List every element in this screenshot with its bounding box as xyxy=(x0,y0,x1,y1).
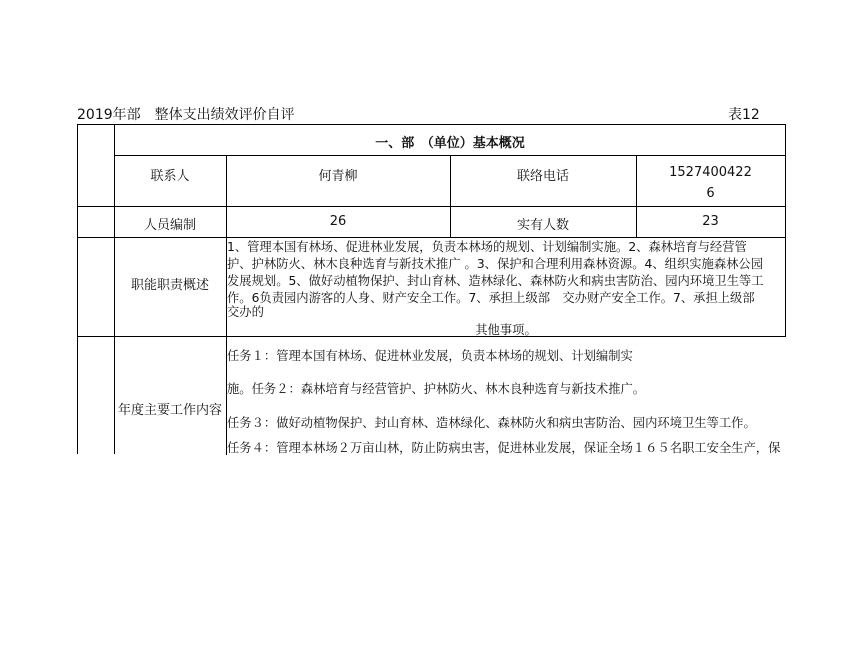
staff-quota-value: 26 xyxy=(329,214,347,229)
actual-staff-value: 23 xyxy=(702,214,719,229)
duty-line: 作。6负责园内游客的人身、财产安全工作。7、承担上级部 交办财产安全工作。7、承担上级部 xyxy=(227,291,755,305)
report-title: 2019年部 整体支出绩效评价自评 xyxy=(77,107,295,123)
phone-number-line2: 6 xyxy=(706,186,715,201)
task-item: 任务１：管理本国有林场、促进林业发展，负责本林场的规划、计划编制实 xyxy=(227,349,633,363)
row-divider xyxy=(77,237,786,238)
staff-quota-label: 人员编制 xyxy=(143,218,196,233)
task-item: 任务３：做好动植物保护、封山育林、造林绿化、森林防火和病虫害防治、园内环境卫生等工作。 xyxy=(227,416,756,430)
phone-label: 联络电话 xyxy=(516,169,569,184)
duty-line: 1、管理本国有林场、促进林业发展，负责本林场的规划、计划编制实施。2、森林培育与经营管 xyxy=(227,240,747,254)
table-number: 表12 xyxy=(728,107,760,123)
table-border-top xyxy=(77,124,786,125)
contact-name: 何青柳 xyxy=(318,169,358,184)
duty-label: 职能职责概述 xyxy=(130,278,209,293)
phone-number-line1: 1527400422 xyxy=(669,165,752,180)
contact-label: 联系人 xyxy=(150,169,190,184)
task-item: 任务４：管理本林场２万亩山林，防止防病虫害，促进林业发展，保证全场１６５名职工安全生产，保 xyxy=(227,441,781,455)
work-content-label: 年度主要工作内容 xyxy=(117,403,222,418)
actual-staff-label: 实有人数 xyxy=(516,218,569,233)
duty-line: 交办的 xyxy=(227,305,264,319)
section-basic-info-title: 一、部 （单位）基本概况 xyxy=(375,136,525,151)
duty-line: 护、护林防火、林木良种选育与新技术推广 。3、保护和合理利用森林资源。4、组织实施森林公园 xyxy=(227,257,764,271)
duty-tail: 其他事项。 xyxy=(475,323,537,337)
duty-line: 发展规划。5、做好动植物保护、封山育林、造林绿化、森林防火和病虫害防治、园内环境卫生等工 xyxy=(227,274,764,288)
row-divider xyxy=(77,206,786,207)
task-item: 施。任务２：森林培育与经营管护、护林防火、林木良种选育与新技术推广。 xyxy=(227,382,646,396)
table-border-left xyxy=(77,124,78,454)
